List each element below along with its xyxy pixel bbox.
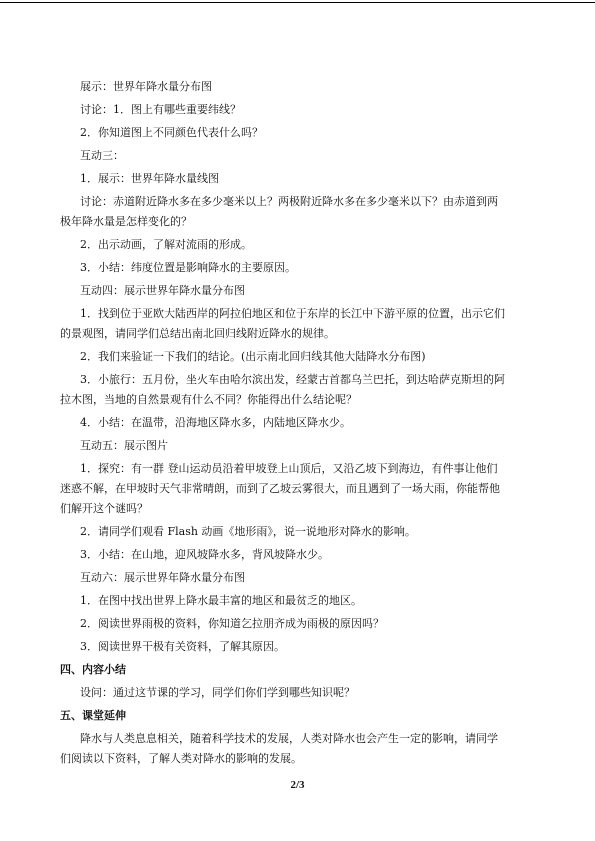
text-line: 讨论：1．图上有哪些重要纬线？ xyxy=(80,103,241,116)
text-line: 互动五：展示图片 xyxy=(80,439,168,452)
text-line: 展示：世界年降水量分布图 xyxy=(80,80,212,93)
text-line: 1．在图中找出世界上降水最丰富的地区和最贫乏的地区。 xyxy=(80,594,362,607)
text-line: 设问：通过这节课的学习，同学们你们学到哪些知识呢？ xyxy=(80,686,355,699)
text-line: 迷惑不解，在甲坡时天气非常晴朗，而到了乙坡云雾很大，而且遇到了一场大雨，你能帮他 xyxy=(60,482,500,495)
text-line: 讨论：赤道附近降水多在多少毫米以上？两极附近降水多在多少毫米以下？由赤道到两 xyxy=(80,195,498,208)
text-line: 3．小结：在山地，迎风坡降水多，背风坡降水少。 xyxy=(80,548,329,561)
text-line: 拉木图，当地的自然景观有什么不同？你能得出什么结论呢？ xyxy=(60,393,357,406)
text-line: 极年降水量是怎样变化的？ xyxy=(60,215,192,228)
text-line: 3．阅读世界干极有关资料，了解其原因。 xyxy=(80,640,285,653)
text-line: 2．我们来验证一下我们的结论。(出示南北回归线其他大陆降水分布图) xyxy=(80,350,426,363)
text-line: 4．小结：在温带，沿海地区降水多，内陆地区降水少。 xyxy=(80,416,351,429)
text-line: 2．你知道图上不同颜色代表什么吗？ xyxy=(80,126,263,139)
text-line: 2．阅读世界雨极的资料，你知道乞拉朋齐成为雨极的原因吗？ xyxy=(80,617,384,630)
text-line: 互动三： xyxy=(80,149,124,162)
text-line: 们阅读以下资料，了解人类对降水的影响的发展。 xyxy=(60,752,302,765)
text-line: 1．展示：世界年降水量线图 xyxy=(80,172,219,185)
page-number: 2/3 xyxy=(290,779,305,791)
text-line: 互动六：展示世界年降水量分布图 xyxy=(80,571,245,584)
text-line: 们解开这个谜吗？ xyxy=(60,502,148,515)
text-line: 1．探究：有一群 登山运动员沿着甲坡登上山顶后，又沿乙坡下到海边，有件事让他们 xyxy=(80,462,498,475)
text-line: 的景观图，请同学们总结出南北回归线附近降水的规律。 xyxy=(60,327,335,340)
text-line: 2．出示动画，了解对流雨的形成。 xyxy=(80,238,252,251)
text-line: 3．小旅行：五月份，坐火车由哈尔滨出发，经蒙古首都乌兰巴托，到达哈萨克斯坦的阿 xyxy=(80,373,505,386)
header-rule xyxy=(0,2,595,3)
text-line: 降水与人类息息相关，随着科学技术的发展，人类对降水也会产生一定的影响，请同学 xyxy=(80,732,498,745)
text-line: 互动四：展示世界年降水量分布图 xyxy=(80,284,245,297)
text-line: 2．请同学们观看 Flash 动画《地形雨》，说一说地形对降水的影响。 xyxy=(80,525,416,538)
section-heading: 五、课堂延伸 xyxy=(60,709,126,722)
text-line: 3．小结：纬度位置是影响降水的主要原因。 xyxy=(80,261,296,274)
text-line: 1．找到位于亚欧大陆西岸的阿拉伯地区和位于东岸的长江中下游平原的位置，出示它们 xyxy=(80,307,505,320)
section-heading: 四、内容小结 xyxy=(60,663,126,676)
